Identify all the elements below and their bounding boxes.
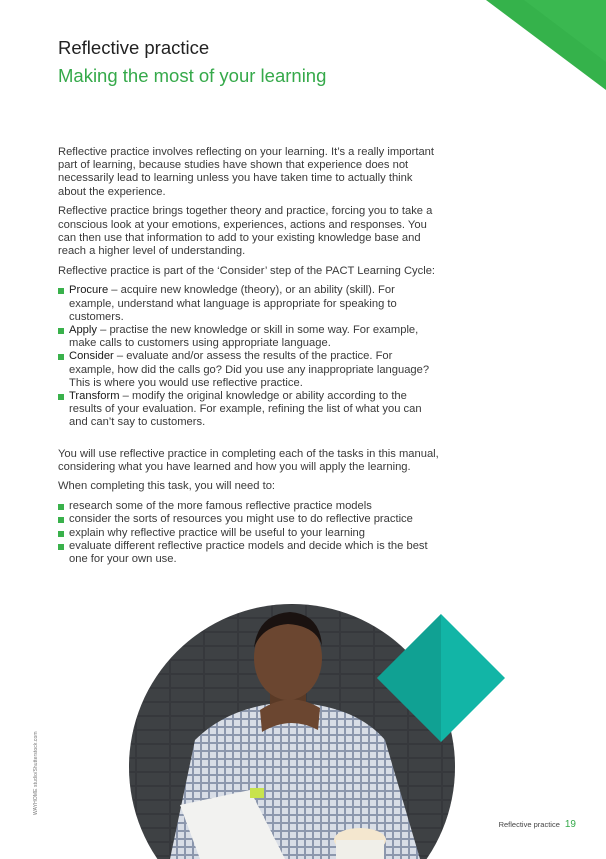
bullet-square-icon [58, 288, 64, 294]
task-text: explain why reflective practice will be useful to your learning [69, 526, 365, 539]
list-item [58, 540, 440, 566]
page-footer [499, 819, 576, 830]
bullet-square-icon [58, 544, 64, 550]
bullet-square-icon [58, 394, 64, 400]
pact-steps-list [58, 284, 440, 429]
footer-section-label: Reflective practice [498, 820, 560, 829]
photo-credit: WAYHOME studio/Shutterstock.com [33, 731, 39, 815]
task-text: evaluate different reflective practice models and decide which is the best one for your own use. [69, 539, 428, 565]
step-text: – practise the new knowledge or skill in some way. For example, make calls to customers using appropriate language. [69, 323, 419, 350]
list-item [58, 350, 440, 390]
step-text: – acquire new knowledge (theory), or an ability (skill). For example, understand what language is appropriate for speaking to customers. [69, 284, 397, 323]
page-number: 19 [564, 819, 576, 830]
bullet-square-icon [58, 328, 64, 334]
intro-paragraph: Reflective practice is part of the ‘Consider’ step of the PACT Learning Cycle: [58, 264, 436, 277]
step-term: Transform [69, 389, 120, 402]
bullet-square-icon [58, 504, 64, 510]
list-item [58, 513, 440, 526]
page-subtitle: Making the most of your learning [58, 65, 327, 87]
step-text: – modify the original knowledge or ability according to the results of your evaluation. For example, refining the list of what you can and can’t say to customers. [69, 389, 422, 429]
intro-paragraph: Reflective practice involves reflecting on your learning. It’s a really important part of learning, because studies have shown that experience does not necessarily lead to learning unless you have taken time to actually think about the experience. [58, 146, 434, 198]
task-list [58, 500, 440, 566]
bullet-square-icon [58, 531, 64, 537]
corner-triangle-decoration [486, 0, 606, 90]
intro-paragraph: Reflective practice brings together theory and practice, forcing you to take a conscious look at your emotions, experiences, actions and responses. You can then use that information to add to your existing knowledge base and reach a higher level of understanding. [58, 205, 433, 257]
task-text: research some of the more famous reflective practice models [69, 500, 372, 513]
bullet-square-icon [58, 517, 64, 523]
task-text: consider the sorts of resources you might use to do reflective practice [69, 513, 413, 526]
page-title: Reflective practice [58, 37, 210, 59]
step-text: – evaluate and/or assess the results of the practice. For example, how did the calls go? Did you use any inappropriate language? This is where you would use reflective practice. [69, 350, 430, 389]
list-item [58, 527, 440, 540]
list-item [58, 324, 440, 350]
main-content [58, 146, 440, 566]
outro-paragraph: When completing this task, you will need to: [58, 480, 276, 493]
step-term: Procure [69, 284, 109, 297]
step-term: Apply [69, 323, 97, 336]
list-item [58, 390, 440, 430]
bullet-square-icon [58, 354, 64, 360]
list-item [58, 284, 440, 324]
outro-paragraph: You will use reflective practice in completing each of the tasks in this manual, considering what you have learned and how you will apply the learning. [58, 447, 439, 473]
step-term: Consider [69, 350, 114, 363]
list-item [58, 500, 440, 513]
